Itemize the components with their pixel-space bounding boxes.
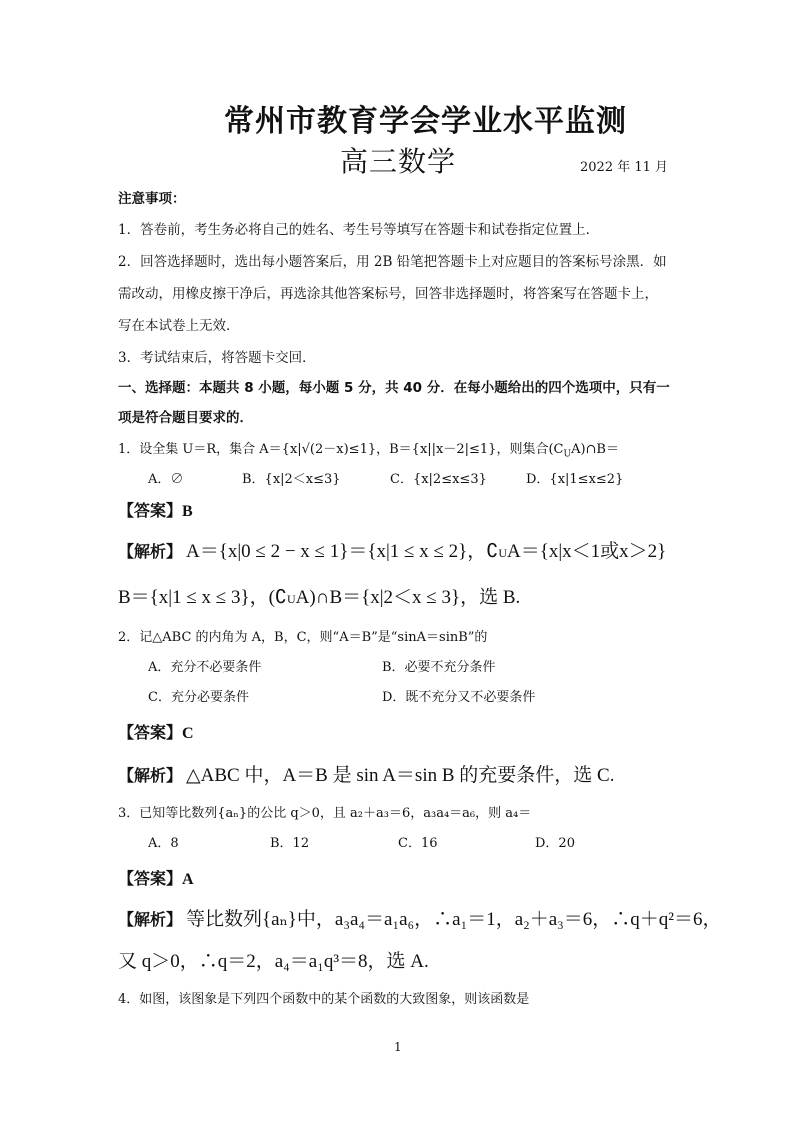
q3-option-b: B．12 [270,836,310,851]
q1-stem [118,438,619,460]
q1-analysis-text2: B＝{x|1 ≤ x ≤ 3}，(∁ [118,587,287,608]
analysis-label: 【解析】 [118,910,183,929]
q3-answer-value: A [182,871,194,888]
q2-analysis-text: △ABC 中，A＝B 是 sin A＝sin B 的充要条件，选 C. [186,765,615,786]
q3-analysis-line1 [118,904,722,931]
note-item-2-cont2: 写在本试卷上无效． [118,318,240,334]
q2-option-a: A．充分不必要条件 [148,660,262,675]
document-title: 常州市教育学会学业水平监测 [224,104,627,139]
q2-option-c: C．充分必要条件 [148,690,249,705]
q1-option-d: D．{x|1≤x≤2} [526,472,624,487]
q1-answer [118,498,193,521]
q3-option-d: D．20 [535,836,575,851]
q2-answer-value: C [182,725,194,742]
q2-option-d: D．既不充分又不必要条件 [382,690,536,705]
page-number: 1 [394,1040,402,1054]
document-subtitle: 高三数学 [340,145,457,178]
q1-stem-tail: A)∩B＝ [571,442,619,457]
q3-option-c: C．16 [398,836,438,851]
q3-stem: 3．已知等比数列{aₙ}的公比 q＞0，且 a₂＋a₃＝6，a₃a₄＝a₆，则 a₄＝ [118,806,532,821]
q3-option-a: A．8 [148,836,179,851]
q4-stem: 4．如图，该图象是下列四个函数中的某个函数的大致图象，则该函数是 [118,992,530,1007]
answer-label: 【答案】 [118,723,183,742]
q1-option-c: C．{x|2≤x≤3} [390,472,487,487]
notes-heading: 注意事项： [118,191,186,207]
q1-answer-value: B [182,503,193,520]
note-item-3: 3．考试结束后，将答题卡交回． [118,350,316,366]
q1-analysis-sub2: U [287,592,296,606]
q2-answer [118,720,194,743]
q1-analysis-line2 [118,582,520,609]
q3-analysis-line2: 又 q＞0，∴q＝2，a₄＝a₁q³＝8，选 A. [118,951,429,972]
analysis-label: 【解析】 [118,542,183,561]
q2-analysis [118,760,614,787]
answer-label: 【答案】 [118,501,183,520]
note-item-1: 1．答卷前，考生务必将自己的姓名、考生号等填写在答题卡和试卷指定位置上． [118,222,600,238]
q2-option-b: B．必要不充分条件 [382,660,496,675]
q1-analysis-tail2: A)∩B＝{x|2＜x ≤ 3}，选 B. [295,587,521,608]
note-item-2-cont: 需改动，用橡皮擦干净后，再选涂其他答案标号，回答非选择题时，将答案写在答题卡上， [118,286,658,302]
q3-answer [118,866,194,889]
q1-analysis-sub1: U [498,546,508,560]
q2-stem: 2．记△ABC 的内角为 A，B，C，则“A＝B”是“sinA＝sinB”的 [118,630,488,645]
q1-option-b: B．{x|2＜x≤3} [242,472,341,487]
q1-analysis-tail1: A＝{x|x＜1或x＞2} [507,541,667,562]
q1-analysis-line1 [118,536,666,563]
q1-option-a: A．∅ [148,472,184,487]
note-item-2: 2．回答选择题时，选出每小题答案后，用 2B 铅笔把答题卡上对应题目的答案标号涂黑．如 [118,254,667,270]
q3-analysis-text1: 等比数列{aₙ}中，a₃a₄＝a₁a₆，∴a₁＝1，a₂＋a₃＝6，∴q＋q²＝6， [186,909,722,930]
q1-stem-text: 1．设全集 U＝R，集合 A＝{x|√(2－x)≤1}，B＝{x||x－2|≤1}，则集合(C [118,442,564,457]
exam-date: 2022 年 11 月 [580,160,669,175]
q1-stem-sub: U [563,449,572,460]
analysis-label: 【解析】 [118,766,183,785]
section-heading-line1: 一、选择题：本题共 8 小题，每小题 5 分，共 40 分．在每小题给出的四个选项中，只有一 [118,380,670,396]
q1-analysis-text1: A＝{x|0 ≤ 2 − x ≤ 1}＝{x|1 ≤ x ≤ 2}，∁ [186,541,499,562]
answer-label: 【答案】 [118,869,183,888]
section-heading-line2: 项是符合题目要求的． [118,410,253,426]
